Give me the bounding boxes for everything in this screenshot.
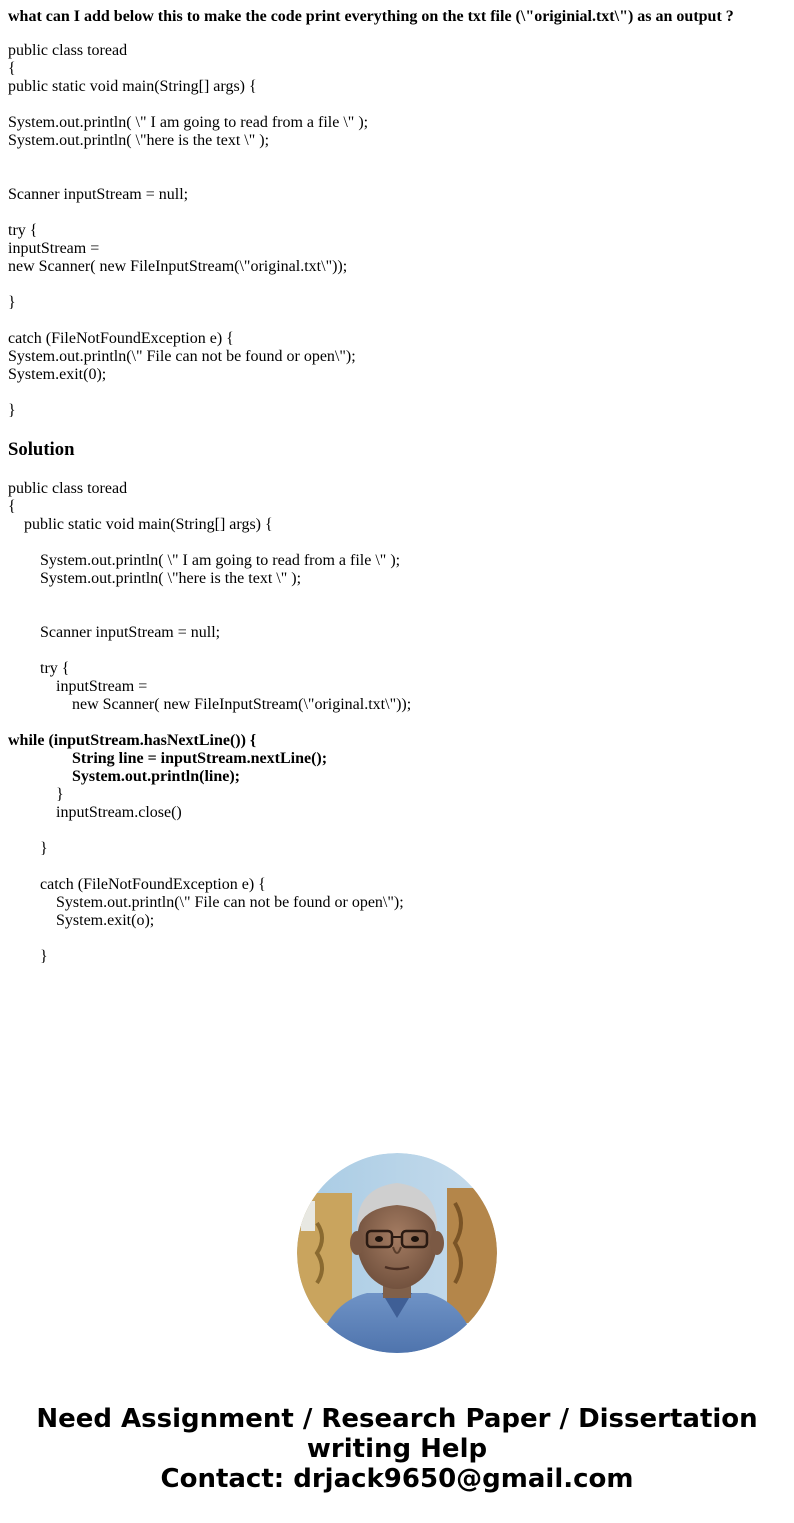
question-code-line: System.out.println( \" I am going to read from a file \" );: [8, 114, 369, 131]
question-code-line: System.exit(0);: [8, 366, 107, 383]
solution-code-line: }: [8, 840, 48, 857]
solution-code-line: [8, 714, 786, 732]
solution-code-line: [8, 642, 786, 660]
question-code-line: {: [8, 60, 16, 77]
question-code-line: try {: [8, 222, 38, 239]
question-code-line: Scanner inputStream = null;: [8, 186, 189, 203]
question-code-line: catch (FileNotFoundException e) {: [8, 330, 234, 347]
solution-code-line: [8, 822, 786, 840]
solution-code-line: [8, 534, 786, 552]
question-code-line: [8, 150, 786, 168]
solution-code-line: String line = inputStream.nextLine();: [8, 750, 328, 767]
solution-code-line: [8, 930, 786, 948]
solution-code-line: [8, 606, 786, 624]
solution-code-line: public class toread: [8, 480, 128, 497]
solution-code-line: [8, 588, 786, 606]
question-code-line: [8, 204, 786, 222]
solution-code-line: catch (FileNotFoundException e) {: [8, 876, 266, 893]
question-code-line: [8, 168, 786, 186]
solution-code-line: inputStream.close(): [8, 804, 182, 821]
solution-code-block: [8, 480, 786, 966]
solution-code-line: System.exit(o);: [8, 912, 155, 929]
solution-code-line: System.out.println( \" I am going to read from a file \" );: [8, 552, 401, 569]
solution-code-line: new Scanner( new FileInputStream(\"original.txt\"));: [8, 696, 412, 713]
solution-code-line: inputStream =: [8, 678, 148, 695]
solution-heading: Solution: [8, 439, 75, 460]
solution-code-line: System.out.println(\" File can not be found or open\");: [8, 894, 404, 911]
question-code-line: [8, 96, 786, 114]
avatar-photo: [297, 1153, 497, 1353]
question-code-line: System.out.println( \"here is the text \" );: [8, 132, 270, 149]
document-page: [8, 8, 786, 966]
question-code-line: System.out.println(\" File can not be found or open\");: [8, 348, 356, 365]
solution-code-line: try {: [8, 660, 70, 677]
question-code-block: [8, 42, 786, 420]
solution-code-line: System.out.println(line);: [8, 768, 240, 785]
question-code-line: new Scanner( new FileInputStream(\"original.txt\"));: [8, 258, 348, 275]
solution-code-line: while (inputStream.hasNextLine()) {: [8, 732, 257, 749]
author-avatar: [297, 1153, 497, 1353]
solution-code-line: [8, 858, 786, 876]
solution-code-line: System.out.println( \"here is the text \" );: [8, 570, 302, 587]
footer-contact: Contact: drjack9650@gmail.com: [160, 1464, 634, 1494]
question-code-line: }: [8, 294, 16, 311]
solution-code-line: Scanner inputStream = null;: [8, 624, 221, 641]
question-code-line: public static void main(String[] args) {: [8, 78, 257, 95]
question-code-line: inputStream =: [8, 240, 100, 257]
question-code-line: [8, 276, 786, 294]
question-title: what can I add below this to make the code print everything on the txt file (\"originial.txt\") as an output ?: [8, 8, 734, 25]
question-code-line: [8, 312, 786, 330]
question-code-line: }: [8, 402, 16, 419]
solution-code-line: public static void main(String[] args) {: [8, 516, 273, 533]
solution-code-line: }: [8, 948, 48, 965]
footer-advertisement: [0, 1404, 794, 1494]
question-code-line: [8, 384, 786, 402]
solution-code-line: {: [8, 498, 16, 515]
question-code-line: public class toread: [8, 42, 128, 59]
footer-line-2: writing Help: [306, 1434, 488, 1464]
solution-code-line: }: [8, 786, 64, 803]
footer-line-1: Need Assignment / Research Paper / Dissertation: [36, 1404, 758, 1434]
